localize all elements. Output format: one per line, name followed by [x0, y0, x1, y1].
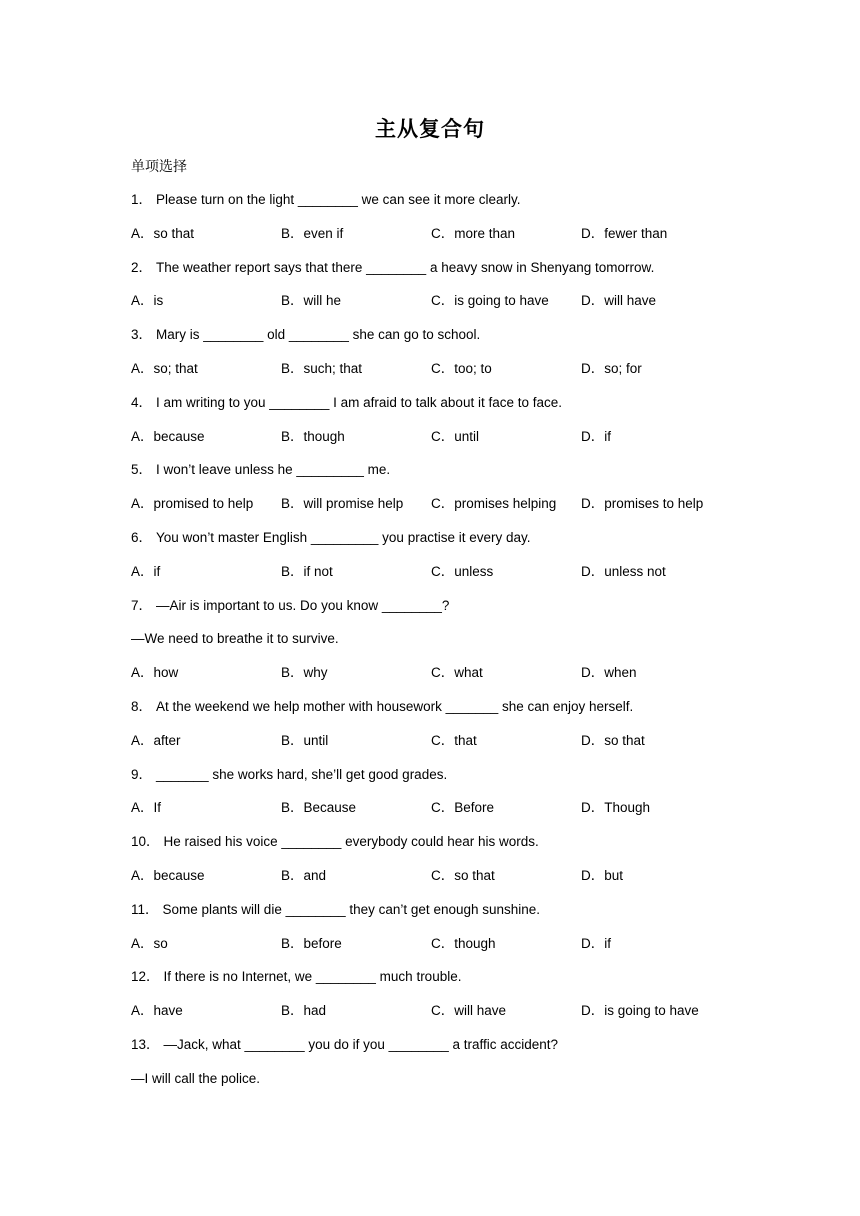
question-text: You won’t master English _________ you practise it every day.: [156, 529, 531, 545]
question-stem: [131, 1068, 771, 1102]
options-row: [131, 1000, 771, 1034]
question-stem: [131, 595, 771, 629]
question-number: 5．: [131, 462, 153, 478]
question-list: [131, 189, 771, 1102]
answer-option: D．if: [581, 428, 611, 444]
answer-option: C．unless: [431, 563, 494, 579]
question-text: _______ she works hard, she’ll get good grades.: [156, 766, 448, 782]
question-stem: [131, 966, 771, 1000]
answer-option: D．will have: [581, 293, 657, 309]
question-number: 10．: [131, 834, 160, 850]
answer-option: A．if: [131, 563, 161, 579]
answer-option: A．so: [131, 935, 168, 951]
question-number: 9．: [131, 766, 153, 782]
answer-option: A．after: [131, 732, 181, 748]
question-number: 4．: [131, 394, 153, 410]
answer-option: C．until: [431, 428, 480, 444]
answer-option: A．so; that: [131, 360, 198, 376]
question-number: 13．: [131, 1036, 160, 1052]
question-text: —Air is important to us. Do you know ________?: [156, 597, 450, 613]
options-row: [131, 358, 771, 392]
options-row: [131, 223, 771, 257]
answer-option: A．so that: [131, 225, 195, 241]
options-row: [131, 290, 771, 324]
answer-option: B．though: [281, 428, 345, 444]
answer-option: B．until: [281, 732, 329, 748]
question-text: —We need to breathe it to survive.: [131, 631, 339, 647]
answer-option: B．if not: [281, 563, 333, 579]
question-text: Mary is ________ old ________ she can go to school.: [156, 327, 481, 343]
question-number: 11．: [131, 901, 159, 917]
question-stem: [131, 831, 771, 865]
options-row: [131, 493, 771, 527]
question-number: 8．: [131, 698, 153, 714]
answer-option: D．so; for: [581, 360, 642, 376]
page-title: 主从复合句: [375, 117, 485, 141]
answer-option: B．will he: [281, 293, 342, 309]
answer-option: A．is: [131, 293, 164, 309]
answer-option: C．so that: [431, 867, 495, 883]
answer-option: A．If: [131, 800, 162, 816]
answer-option: C．promises helping: [431, 496, 557, 512]
question-stem: [131, 1034, 771, 1068]
question-stem: [131, 527, 771, 561]
question-stem: [131, 696, 771, 730]
answer-option: B．had: [281, 1003, 327, 1019]
question-text: At the weekend we help mother with housework _______ she can enjoy herself.: [156, 698, 634, 714]
answer-option: B．even if: [281, 225, 344, 241]
answer-option: C．Before: [431, 800, 495, 816]
answer-option: A．because: [131, 428, 205, 444]
question-stem: [131, 899, 771, 933]
answer-option: A．how: [131, 665, 179, 681]
answer-option: C．too; to: [431, 360, 492, 376]
answer-option: D．is going to have: [581, 1003, 699, 1019]
question-text: Please turn on the light ________ we can see it more clearly.: [156, 192, 521, 207]
question-text: He raised his voice ________ everybody could hear his words.: [163, 834, 539, 850]
answer-option: D．unless not: [581, 563, 666, 579]
question-stem: [131, 189, 771, 223]
question-stem: [131, 628, 771, 662]
question-number: 3．: [131, 327, 153, 343]
question-number: 12．: [131, 969, 160, 985]
answer-option: D．so that: [581, 732, 645, 748]
question-text: I am writing to you ________ I am afraid to talk about it face to face.: [156, 394, 562, 410]
question-number: 7．: [131, 597, 153, 613]
question-stem: [131, 257, 771, 291]
answer-option: D．but: [581, 867, 624, 883]
answer-option: B．before: [281, 935, 342, 951]
answer-option: D．fewer than: [581, 225, 668, 241]
answer-option: A．have: [131, 1003, 183, 1019]
answer-option: B．Because: [281, 800, 357, 816]
answer-option: D．when: [581, 665, 637, 681]
answer-option: C．though: [431, 935, 496, 951]
answer-option: D．promises to help: [581, 496, 704, 512]
answer-option: A．because: [131, 867, 205, 883]
answer-option: B．will promise help: [281, 496, 404, 512]
question-number: 2．: [131, 259, 153, 275]
options-row: [131, 865, 771, 899]
section-heading: 单项选择: [131, 159, 187, 175]
question-text: If there is no Internet, we ________ much trouble.: [163, 969, 462, 985]
question-text: —Jack, what ________ you do if you ________ a traffic accident?: [163, 1036, 559, 1052]
answer-option: B．and: [281, 867, 327, 883]
question-stem: [131, 324, 771, 358]
answer-option: A．promised to help: [131, 496, 254, 512]
options-row: [131, 426, 771, 460]
question-stem: [131, 392, 771, 426]
question-stem: [131, 764, 771, 798]
options-row: [131, 662, 771, 696]
answer-option: D．if: [581, 935, 611, 951]
question-text: I won’t leave unless he _________ me.: [156, 462, 391, 478]
options-row: [131, 933, 771, 967]
answer-option: D．Though: [581, 800, 651, 816]
answer-option: C．more than: [431, 225, 516, 241]
answer-option: C．will have: [431, 1003, 507, 1019]
answer-option: B．why: [281, 665, 328, 681]
question-text: —I will call the police.: [131, 1070, 261, 1086]
options-row: [131, 797, 771, 831]
question-text: The weather report says that there ________ a heavy snow in Shenyang tomorrow.: [156, 259, 655, 275]
answer-option: C．what: [431, 665, 483, 681]
options-row: [131, 730, 771, 764]
answer-option: C．that: [431, 732, 477, 748]
options-row: [131, 561, 771, 595]
question-number: 6．: [131, 529, 153, 545]
answer-option: C．is going to have: [431, 293, 549, 309]
answer-option: B．such; that: [281, 360, 363, 376]
question-number: 1．: [131, 192, 153, 207]
question-stem: [131, 459, 771, 493]
question-text: Some plants will die ________ they can’t get enough sunshine.: [162, 901, 541, 917]
